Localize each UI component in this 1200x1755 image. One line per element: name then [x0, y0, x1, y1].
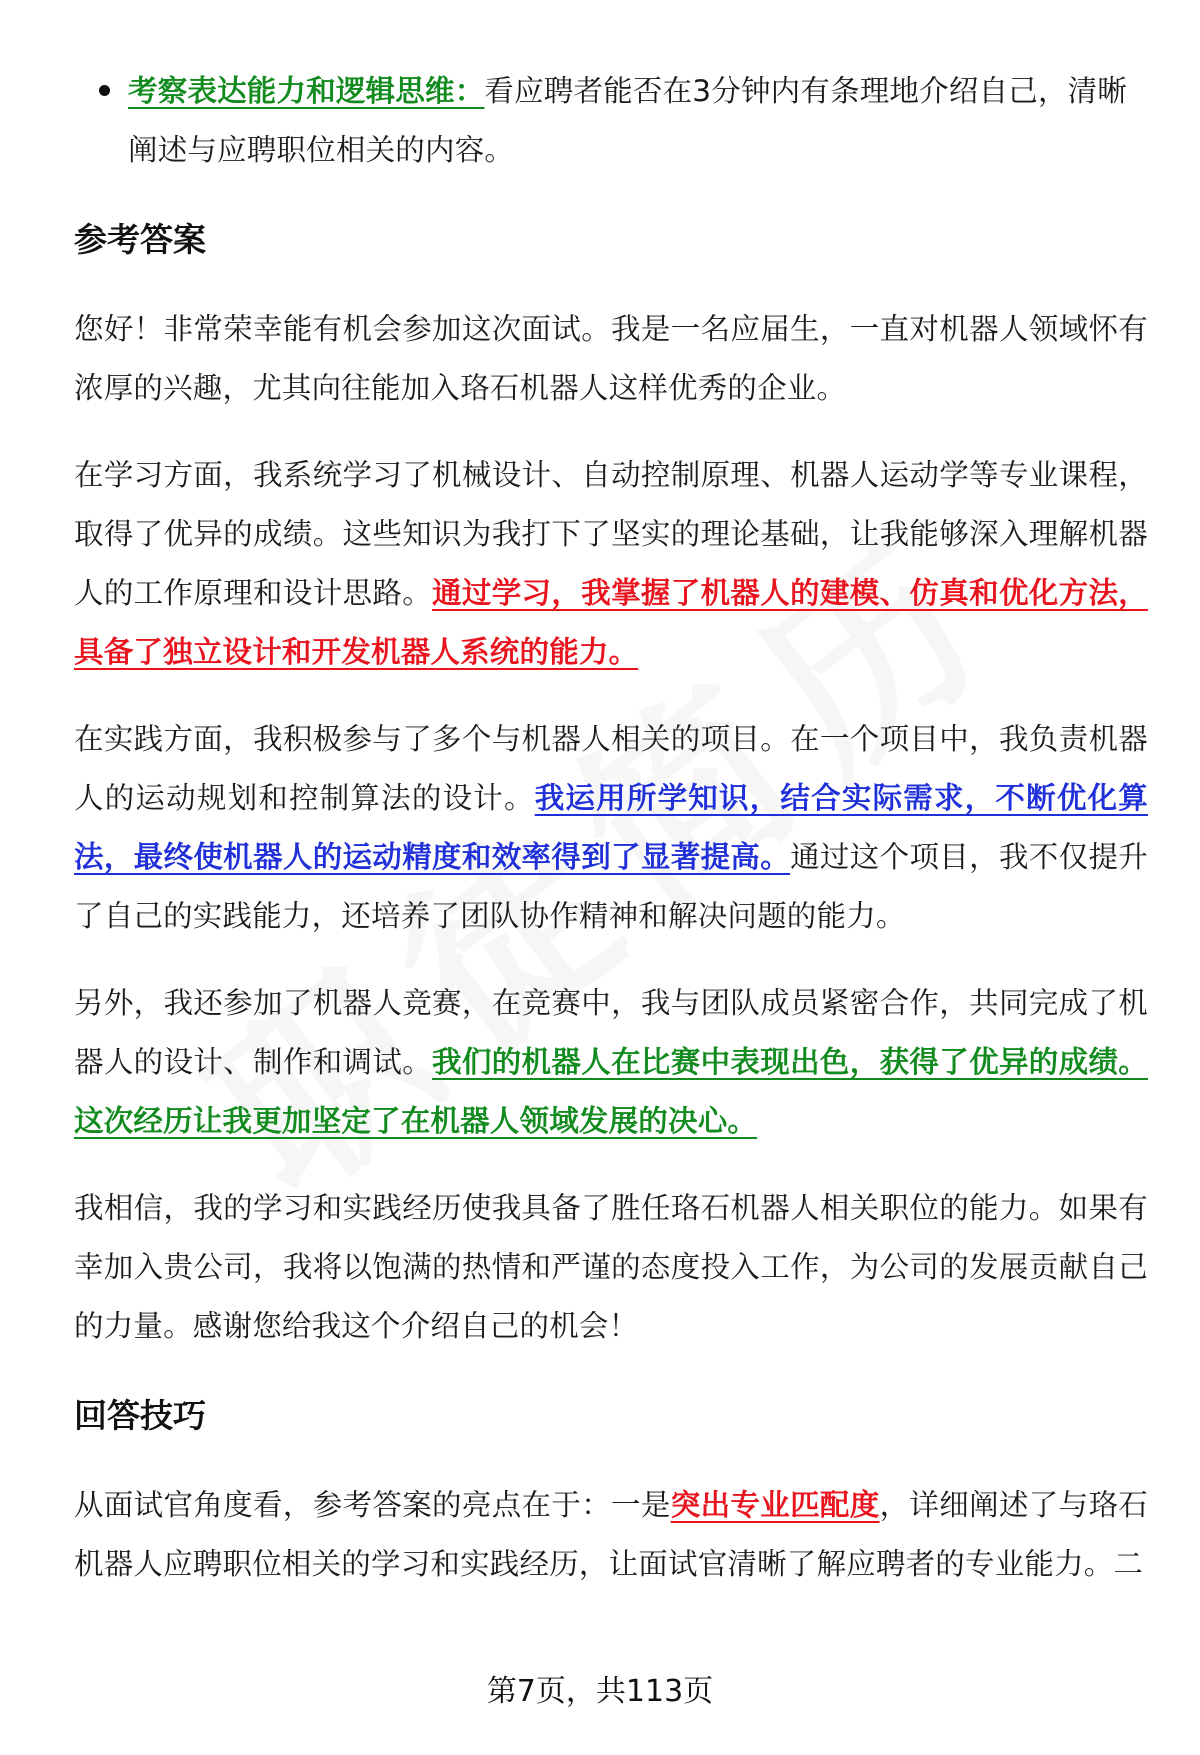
paragraph-text: 在学习方面，我系统学习了机械设计、自动控制原理、机器人运动学等专业课程，取得了优异的成绩。这些知识为我打下了坚实的理论基础，让我能够深入理解机器人的工作原理和设计思路。 — [74, 458, 1148, 610]
tips-paragraph-1 — [74, 1476, 1148, 1594]
blue-highlight: 我运用所学知识，结合实际需求，不断优化算法，最终使机器人的运动精度和效率得到了显著提高。 — [74, 781, 1148, 874]
bullet-dot-icon — [99, 85, 110, 96]
page-number: 第7页，共113页 — [486, 1674, 714, 1709]
paragraph-text-after: ，详细阐述了与珞石机器人应聘职位相关的学习和实践经历，让面试官清晰了解应聘者的专业能力。二 — [74, 1488, 1148, 1581]
bullet-list-item — [74, 62, 1148, 180]
section-title-reference-answer: 参考答案 — [74, 220, 206, 259]
green-highlight: 我们的机器人在比赛中表现出色，获得了优异的成绩。这次经历让我更加坚定了在机器人领域发展的决心。 — [74, 1045, 1148, 1138]
answer-paragraph-5: 我相信，我的学习和实践经历使我具备了胜任珞石机器人相关职位的能力。如果有幸加入贵公司，我将以饱满的热情和严谨的态度投入工作，为公司的发展贡献自己的力量。感谢您给我这个介绍自己的机会！ — [74, 1191, 1148, 1343]
answer-paragraph-4 — [74, 974, 1148, 1151]
paragraph-text: 从面试官角度看，参考答案的亮点在于：一是 — [74, 1488, 671, 1522]
paragraph-text: 在实践方面，我积极参与了多个与机器人相关的项目。在一个项目中，我负责机器人的运动规划和控制算法的设计。 — [74, 722, 1148, 815]
bullet-text — [128, 62, 1148, 180]
answer-paragraph-3 — [74, 710, 1148, 946]
section-title-answer-tips: 回答技巧 — [74, 1396, 206, 1435]
paragraph-text: 另外，我还参加了机器人竞赛，在竞赛中，我与团队成员紧密合作，共同完成了机器人的设计、制作和调试。 — [74, 986, 1148, 1079]
bullet-body: 看应聘者能否在3分钟内有条理地介绍自己，清晰阐述与应聘职位相关的内容。 — [128, 74, 1128, 167]
answer-paragraph-2 — [74, 446, 1148, 682]
bullet-highlight: 考察表达能力和逻辑思维： — [128, 74, 485, 108]
document-content — [74, 58, 1148, 1622]
answer-paragraph-1: 您好！非常荣幸能有机会参加这次面试。我是一名应届生，一直对机器人领域怀有浓厚的兴趣，尤其向往能加入珞石机器人这样优秀的企业。 — [74, 312, 1148, 405]
red-highlight: 通过学习，我掌握了机器人的建模、仿真和优化方法，具备了独立设计和开发机器人系统的能力。 — [74, 576, 1148, 669]
red-highlight: 突出专业匹配度 — [670, 1488, 880, 1522]
paragraph-text-after: 通过这个项目，我不仅提升了自己的实践能力，还培养了团队协作精神和解决问题的能力。 — [74, 840, 1148, 933]
